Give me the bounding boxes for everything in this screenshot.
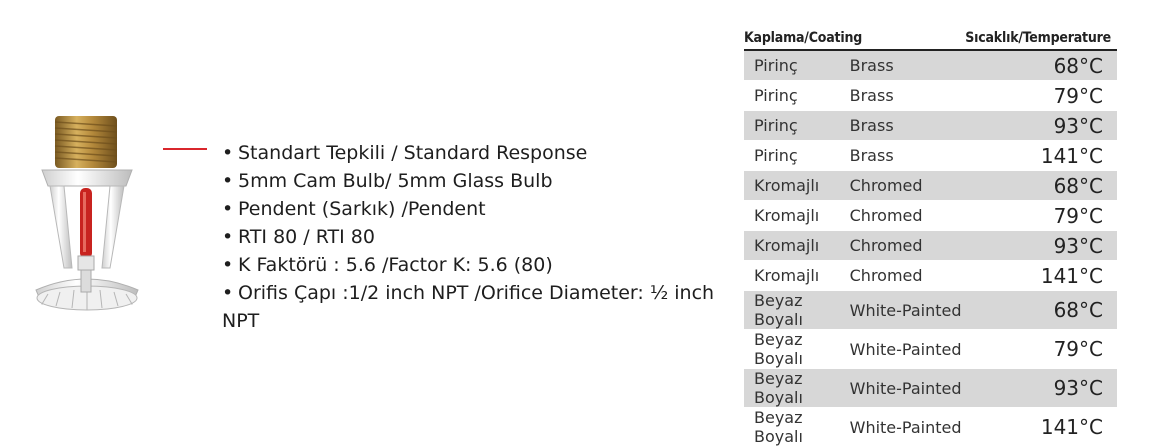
spec-item: • Orifis Çapı :1/2 inch NPT /Orifice Diameter: ½ inch NPT bbox=[222, 282, 715, 332]
table-row: Pirinç Brass 79°C bbox=[744, 81, 1117, 111]
accent-line bbox=[163, 148, 207, 150]
temperature-header: Sıcaklık/Temperature bbox=[965, 30, 1111, 46]
table-row: Kromajlı Chromed 68°C bbox=[744, 171, 1117, 201]
spec-item: • Standart Tepkili / Standard Response bbox=[222, 142, 588, 164]
table-row: Kromajlı Chromed 79°C bbox=[744, 201, 1117, 231]
table-header-row bbox=[744, 18, 1117, 50]
spec-item: • RTI 80 / RTI 80 bbox=[222, 226, 375, 248]
table-row: Pirinç Brass 93°C bbox=[744, 111, 1117, 141]
spec-list bbox=[222, 139, 722, 335]
table-row: Beyaz Boyalı White-Painted 141°C bbox=[744, 408, 1117, 447]
spec-item: • Pendent (Sarkık) /Pendent bbox=[222, 198, 486, 220]
spec-item: • K Faktörü : 5.6 /Factor K: 5.6 (80) bbox=[222, 254, 553, 276]
table-row: Kromajlı Chromed 141°C bbox=[744, 261, 1117, 291]
table-row: Beyaz Boyalı White-Painted 68°C bbox=[744, 291, 1117, 330]
coating-temperature-table bbox=[744, 18, 1117, 447]
table-row: Beyaz Boyalı White-Painted 79°C bbox=[744, 330, 1117, 369]
pendent-sprinkler-icon bbox=[28, 108, 146, 333]
table-row: Kromajlı Chromed 93°C bbox=[744, 231, 1117, 261]
table-row: Pirinç Brass 141°C bbox=[744, 141, 1117, 171]
sprinkler-illustration bbox=[28, 108, 146, 333]
table-row: Beyaz Boyalı White-Painted 93°C bbox=[744, 369, 1117, 408]
table-row: Pirinç Brass 68°C bbox=[744, 50, 1117, 81]
coating-header: Kaplama/Coating bbox=[744, 30, 863, 46]
spec-item: • 5mm Cam Bulb/ 5mm Glass Bulb bbox=[222, 170, 553, 192]
